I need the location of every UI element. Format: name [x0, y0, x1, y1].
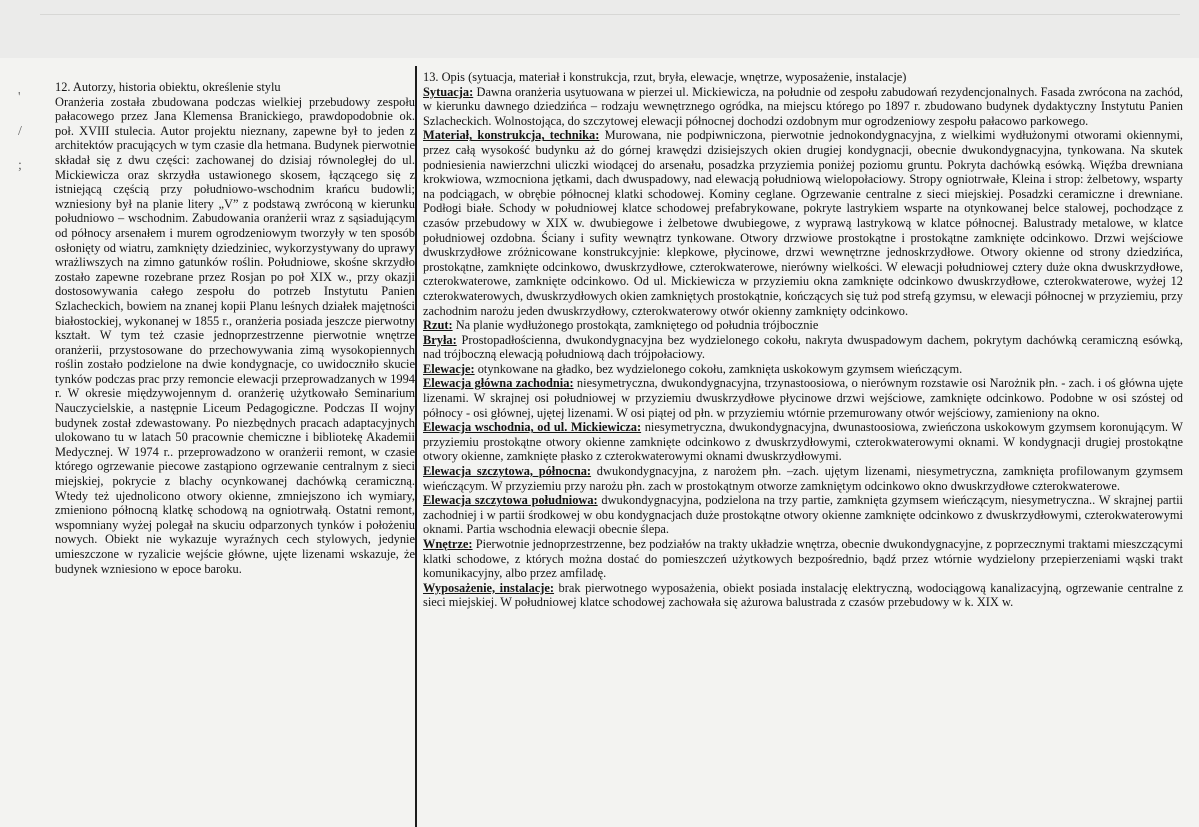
section-text: dwukondygnacyjna, z narożem płn. –zach. ujętym lizenami, niesymetryczna, zamknięta profilowanym gzymsem wieńczącym. W przyziemiu przy narożu płn. zach w prostokątnym otworze zamkniętym odcinkowo okno dwuskrzydłowe czterokwaterowe. — [423, 464, 1183, 493]
scan-top-margin — [0, 0, 1199, 58]
description-heading: 13. Opis (sytuacja, materiał i konstrukcja, rzut, bryła, elewacje, wnętrze, wyposażenie, instalacje) — [423, 70, 907, 84]
description-column — [423, 70, 1183, 610]
section-text: Prostopadłościenna, dwukondygnacyjna bez wydzielonego cokołu, nakryta dwuspadowym dachem, pokrytym dachówką ceramiczną esówką, nad trójboczną elewacją południową dach trójpołaciowy. — [423, 332, 1183, 362]
section-label: Elewacja główna zachodnia: — [423, 376, 574, 391]
section-plan — [423, 318, 1183, 333]
section-north-facade — [423, 464, 1183, 493]
section-west-facade — [423, 376, 1183, 420]
section-label: Elewacje: — [423, 361, 475, 376]
section-situation — [423, 85, 1183, 129]
section-facades — [423, 362, 1183, 377]
section-text: brak pierwotnego wyposażenia, obiekt posiada instalację elektryczną, wodociągową kanalizacyjną, ogrzewanie centralne z sieci miejskiej. W południowej klatce schodowej zachowała się ażurowa balustrada z czasów przebudowy w k. XIX w. — [423, 580, 1184, 610]
section-label: Elewacja szczytowa, północna: — [423, 464, 592, 479]
section-label: Sytuacja: — [423, 84, 474, 99]
section-label: Bryła: — [423, 332, 457, 347]
section-text: Murowana, nie podpiwniczona, pierwotnie jednokondygnacyjna, z wielkimi wydłużonymi otworami okiennymi, przez całą wysokość budynku aż do górnej krawędzi dzisiejszych okien drugiej kondygnacji, obecnie dwukondygnacyjna, tynkowana. Na skutek podniesienia nawierzchni uliczki wiodącej do arsenału, posadzka przyziemia poniżej poziomu gruntu. Pokryta dachówką esówką. Więźba drewniana krokwiowa, wzmocniona jętkami, dach dwuspadowy, nad elewacją południową wielopołaciowy. Stropy ogniotrwałe, Kleina i strop: żelbetowy, wsparty na podciągach, w obrębie północnej klatki schodowej. Kominy ceglane. Ogrzewanie centralne z sieci miejskiej. Posadzki ceramiczne i drewniane. Podłogi białe. Schody w południowej klatce schodowej prefabrykowane, pokryte lastrykiem wsparte na otynkowanej belce stalowej, pochodzące z czasów przebudowy w XIX w. dwubiegowe i żelbetowe dwubiegowe, z wyprawą lastrykową w klatce północnej. Balustrady metalowe, w klatce południowej ozdobna. Ściany i sufity wewnątrz tynkowane. Otwory drzwiowe prostokątne i prostokątne zamknięte odcinkowo. Drzwi wejściowe dwuskrzydłowe zróżnicowane konstrukcyjnie: klepkowe, płycinowe, drzwi wewnętrzne jednoskrzydłowe. Otwory okienne od strony dziedzińca, prostokątne, zamknięte odcinkowo, dwuskrzydłowe, czterokwaterowe, nierówny wielkości. W elewacji południowej cztery duże okna dwuskrzydłowe, czterokwaterowe, zamknięte odcinkowo. Od ul. Mickiewicza w przyziemiu okna zamknięte odcinkowo dwuskrzydłowe, czterokwaterowe, wyżej 12 czterokwaterowych, dwuskrzydłowych okien zamkniętych prostokątnie, kończących się tuż pod strefą gzymsu, w elewacji północnej w przyziemiu, przy zachodnim narożu jeden dwuskrzydłowy, czterokwaterowy otwór okienny zamknięty odcinkowo. — [423, 128, 1183, 318]
section-south-facade — [423, 493, 1183, 537]
section-form — [423, 333, 1183, 362]
history-column — [55, 80, 415, 576]
section-material — [423, 128, 1183, 318]
section-interior — [423, 537, 1183, 581]
margin-marks: ' / ; — [18, 90, 22, 173]
scan-edge-line — [40, 14, 1180, 15]
section-equipment — [423, 581, 1183, 610]
section-label: Elewacja wschodnia, od ul. Mickiewicza: — [423, 420, 642, 435]
section-label: Rzut: — [423, 318, 453, 333]
section-label: Wnętrze: — [423, 537, 473, 551]
section-text: Na planie wydłużonego prostokąta, zamkniętego od południa trójbocznie — [452, 318, 819, 333]
section-label: Wyposażenie, instalacje: — [423, 580, 555, 595]
section-east-facade — [423, 420, 1183, 464]
section-text: niesymetryczna, dwukondygnacyjna, trzynastoosiowa, o nierównym rozstawie osi Narożnik płn. - zach. i oś główna ujęte lizenami. W skrajnej osi południowej w przyziemiu dwuskrzydłowe płycinowe drzwi wejściowe, zamknięte odcinkowo. Podobne w osi szóstej od północy - osi głównej, ujętej lizenami. W osi piątej od płn. w przyziemiu wtórnie przemurowany otwór wejściowy, zamieniony na okno. — [423, 376, 1183, 420]
column-divider — [415, 66, 417, 827]
section-text: Pierwotnie jednoprzestrzenne, bez podziałów na trakty układzie wnętrza, obecnie dwukondygnacyjne, z poprzecznymi traktami mieszczącymi klatki schodowe, z których można dostać do pomieszczeń użytkowych bezpośrednio, bądź przez wtórnie wydzielony przepierzeniami wąski trakt komunikacyjny, albo przez amfiladę. — [423, 537, 1183, 581]
section-label: Elewacja szczytowa południowa: — [423, 493, 598, 508]
section-text: otynkowane na gładko, bez wydzielonego cokołu, zamknięta uskokowym gzymsem wieńczącym. — [474, 361, 963, 376]
section-text: niesymetryczna, dwukondygnacyjna, dwunastoosiowa, zwieńczona uskokowym gzymsem koronującym. W przyziemiu prostokątne otwory okienne zamknięte odcinkowo z dwuskrzydłowymi, czterokwaterowymi oknami. W kondygnacji drugiej prostokątne otwory okienne, zamknięte płasko z czterokwaterowymi oknami dwuskrzydłowymi. — [423, 420, 1183, 464]
history-body: Oranżeria została zbudowana podczas wielkiej przebudowy zespołu pałacowego przez Jana Klemensa Branickiego, prawdopodobnie ok. poł. XVIII stulecia. Autor projektu nieznany, zapewne był to jeden z architektów pracujących w tym czasie dla hetmana. Budynek pierwotnie składał się z dwu części: zachowanej do dzisiaj równoległej do ul. Mickiewicza oraz skrzydła ustawionego skosem, łączącego się z istniejącą częścią przy południowo-wschodnim krańcu budowli; wzniesiony był na planie litery „V” z podstawą zwróconą w kierunku południowo – wschodnim. Zabudowania oranżerii wraz z sąsiadującym od północy arsenałem i murem ogrodzeniowym tworzyły w ten sposób osłonięty od wiatru, zamknięty dziedziniec, wykorzystywany do uprawy wrażliwszych na zimno gatunków roślin. Południowe, skośne skrzydło zostało zapewne rozebrane przez Rosjan po poł XIX w., przy okazji dostosowywania całego zespołu do potrzeb Instytutu Panien Szlacheckich, bowiem na znanej kopii Planu leśnych działek majętności białostockiej, wykonanej w 1855 r., oranżeria posiada jeszcze pierwotny kształt. W tym też czasie jednoprzestrzenne pierwotnie wnętrze oranżerii, przystosowane do przechowywania zimą wysokopiennych roślin zostało podzielone na dwie kondygnacje, co uwidoczniło skucie tynków podczas prac przy remoncie elewacji przeprowadzanych w 1994 r. W okresie międzywojennym d. oranżerię użytkowało Seminarium Nauczycielskie, a następnie Liceum Pedagogiczne. Podczas II wojny budynek został zdewastowany. Po niezbędnych pracach adaptacyjnych ulokowano tu w latach 50 pracownie chemiczne i bibliotekę Akademii Medycznej. W 1974 r.. przeprowadzono w oranżerii remont, w czasie którego ogrzewanie piecowe zastąpiono ogrzewanie centralnym z sieci miejskiej, pokrycie z blachy ocynkowanej dachówką ceramiczną. Wtedy też ujednolicono otwory okienne, zmniejszono ich wymiary, zmieniono północną klatkę schodową na ogniotrwałą. Ostatni remont, wspomniany wyżej polegał na skuciu odparzonych tynków i położeniu nowych. Obiekt nie wykazuje wyraźnych cech stylowych, jedynie umieszczone w ryzalicie wejście główne, ujęte lizenami wskazuje, że budynek wzniesiono w epoce baroku. — [55, 94, 415, 576]
section-text: dwukondygnacyjna, podzielona na trzy partie, zamknięta gzymsem wieńczącym, niesymetryczna.. W skrajnej partii zachodniej i w partii środkowej w obu kondygnacjach duże prostokątne otwory okienne zamknięte odcinkowo z dwuskrzydłowymi, czterokwaterowymi oknami. Partia wschodnia elewacji obecnie ślepa. — [423, 493, 1183, 537]
history-heading: 12. Autorzy, historia obiektu, określenie stylu — [55, 80, 281, 94]
section-text: Dawna oranżeria usytuowana w pierzei ul. Mickiewicza, na południe od zespołu zabudowań rezydencjonalnych. Fasada zwrócona na zachód, w kierunku dawnego dziedzińca – rodzaju wewnętrznego ogródka, na miejscu którego po 1897 r. zbudowano budynek dydaktyczny Instytutu Panien Szlacheckich. Wolnostojąca, do szczytowej elewacji północnej dochodzi ozdobnym mur ogrodzeniowy zespołu pałacowo parkowego. — [423, 84, 1183, 128]
section-label: Materiał, konstrukcja, technika: — [423, 128, 600, 143]
